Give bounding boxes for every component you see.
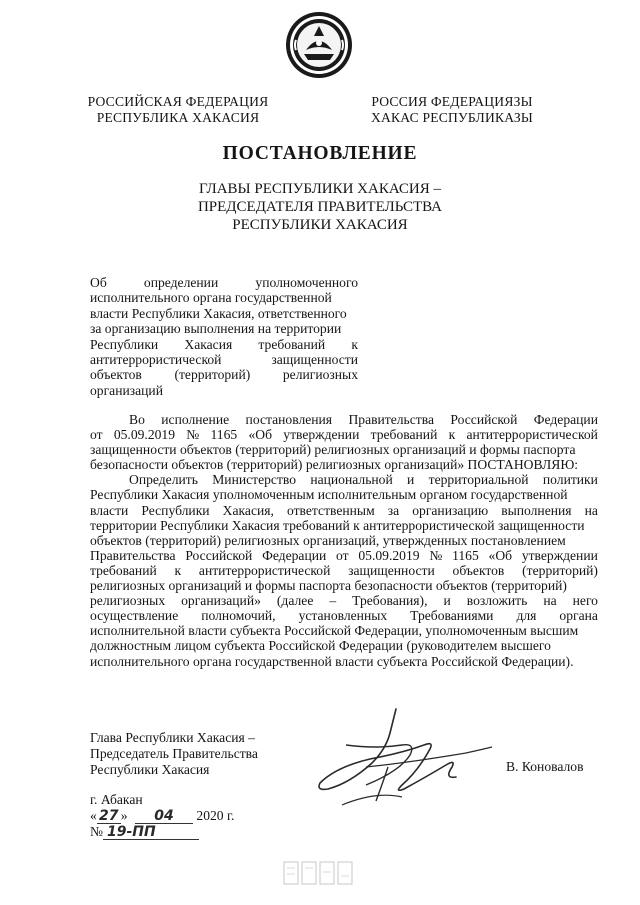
header-right-line2: ХАКАС РЕСПУБЛИКАЗЫ <box>371 110 533 125</box>
word: территориальной <box>428 472 529 488</box>
date-day: 27 <box>97 809 121 824</box>
body-line <box>90 578 598 593</box>
word: исполнение <box>161 412 230 427</box>
word: Федерации <box>533 412 598 427</box>
word: 1165 <box>452 547 479 563</box>
body-line <box>90 442 598 457</box>
body-line <box>90 472 598 487</box>
coat-of-arms-icon <box>284 10 354 80</box>
word: полномочий, <box>201 608 276 624</box>
word: Правительства <box>348 412 434 427</box>
header-right-line1: РОССИЯ ФЕДЕРАЦИЯЗЫ <box>371 94 533 109</box>
word: объектов <box>452 562 505 578</box>
number-line <box>90 824 199 840</box>
document-title: ПОСТАНОВЛЕНИЕ <box>222 143 418 164</box>
body-line <box>90 427 598 442</box>
word: (территорий) <box>174 367 251 383</box>
word: 05.09.2019 <box>358 547 420 563</box>
word: и <box>407 472 415 488</box>
body-line <box>90 608 598 623</box>
faint-stamp-icon <box>282 858 354 888</box>
number-prefix: № <box>90 824 103 839</box>
word: антитеррористической <box>198 562 331 578</box>
handwritten-signature <box>306 705 496 815</box>
word: к <box>174 562 182 578</box>
word: защищенности объектов (территорий) религиозных организаций и формы паспорта <box>90 442 576 458</box>
word: на <box>543 593 557 609</box>
subtitle-line3: РЕСПУБЛИКИ ХАКАСИЯ <box>232 217 408 233</box>
word: Хакасия <box>184 336 233 352</box>
signature-title-line3: Республики Хакасия <box>90 762 210 777</box>
word: исполнительной власти субъекта Российской Федерации, уполномоченным высшим <box>90 623 579 639</box>
header-left-line1: РОССИЙСКАЯ ФЕДЕРАЦИЯ <box>87 94 269 109</box>
word: Во <box>129 412 145 427</box>
body-line <box>90 563 598 578</box>
word: от <box>90 427 103 443</box>
body-line <box>90 412 598 427</box>
word: защищенности <box>271 352 358 368</box>
word: утверждении <box>283 427 360 443</box>
word: организаций <box>90 382 163 398</box>
word: безопасности объектов (территорий) религиозных организаций» ПОСТАНОВЛЯЮ: <box>90 457 579 473</box>
word: постановления <box>245 412 333 427</box>
word: организаций» <box>181 593 261 609</box>
body-line <box>90 638 598 653</box>
word: установленных <box>298 608 388 624</box>
word: требований <box>90 562 157 578</box>
word: ответственным <box>287 502 375 518</box>
word: должностным лицом субъекта Российской Федерации (руководителем высшего <box>90 638 551 654</box>
word: исполнительного органа государственной власти субъекта Российской Федерации). <box>90 653 574 669</box>
word: организацию <box>412 502 489 518</box>
subject-line <box>90 337 358 352</box>
word: него <box>572 593 598 609</box>
word: возложить <box>466 593 528 609</box>
word: органа <box>559 608 598 624</box>
date-close-quote: » <box>120 808 128 823</box>
subtitle-line2: ПРЕДСЕДАТЕЛЯ ПРАВИТЕЛЬСТВА <box>197 199 443 215</box>
word: Хакасия, <box>222 502 274 518</box>
subject-line <box>90 306 358 321</box>
word: территории Республики Хакасия требований к антитеррористической защищенности <box>90 517 585 533</box>
word: Республики <box>141 502 210 518</box>
body-line <box>90 487 598 502</box>
word: за <box>387 502 400 518</box>
body-line <box>90 518 598 533</box>
signature-title-line2: Председатель Правительства <box>90 746 258 761</box>
word: № <box>429 547 443 563</box>
word: к <box>448 427 456 443</box>
signature-title-line1: Глава Республики Хакасия – <box>90 730 255 745</box>
subtitle-line1: ГЛАВЫ РЕСПУБЛИКИ ХАКАСИЯ – <box>198 181 442 197</box>
body-line <box>90 593 598 608</box>
word: осуществление <box>90 608 179 624</box>
word: на <box>584 502 598 518</box>
word: власти Республики Хакасия, ответственного <box>90 305 347 321</box>
word: Республики Хакасия уполномоченным исполнительным органом государственной <box>90 487 568 503</box>
word: политики <box>542 472 598 488</box>
word: Российской <box>450 412 518 427</box>
word: религиозных <box>282 367 358 383</box>
word: национальной <box>310 472 393 488</box>
word: Требования), <box>352 593 428 609</box>
word: религиозных организаций и формы паспорта безопасности объектов (территорий) <box>90 578 567 594</box>
subject-line <box>90 383 358 398</box>
word: от <box>336 547 349 563</box>
header-right <box>352 94 552 126</box>
word: к <box>351 336 358 352</box>
word: для <box>516 608 537 624</box>
signer-name: В. Коновалов <box>506 759 584 774</box>
word: религиозных <box>90 593 166 609</box>
word: 1165 <box>210 427 238 443</box>
word: определении <box>143 275 219 290</box>
word: № <box>186 427 200 443</box>
word: уполномоченного <box>255 275 358 290</box>
date-open-quote: « <box>90 808 97 823</box>
subject-line <box>90 367 358 382</box>
body-line <box>90 503 598 518</box>
word: Федерации <box>262 547 327 563</box>
word: защищенности <box>348 562 435 578</box>
body-line <box>90 548 598 563</box>
header-left-line2: РЕСПУБЛИКА ХАКАСИЯ <box>96 110 260 125</box>
subject-line <box>90 352 358 367</box>
word: 05.09.2019 <box>113 427 175 443</box>
body-line <box>90 533 598 548</box>
word: Об <box>90 275 107 290</box>
document-subject <box>90 275 358 398</box>
word: исполнительного органа государственной <box>90 290 332 306</box>
subject-line <box>90 290 358 305</box>
document-subtitle <box>0 180 640 234</box>
word: объектов <box>90 367 142 383</box>
word: утверждении <box>521 547 598 563</box>
signature-block <box>90 730 258 778</box>
word: выполнения <box>501 502 572 518</box>
body-line <box>90 654 598 669</box>
word: объектов (территорий) религиозных организаций, утвержденных постановлением <box>90 532 566 548</box>
word: Российской <box>185 547 253 563</box>
word: антитеррористической <box>90 352 222 368</box>
word: требований <box>258 336 326 352</box>
word: Республики <box>90 336 159 352</box>
word: (далее <box>276 593 314 609</box>
date-line <box>90 808 234 824</box>
word: Определить <box>129 472 198 488</box>
header-left <box>78 94 278 126</box>
word: Правительства <box>90 547 176 563</box>
word: и <box>443 593 451 609</box>
word: требований <box>370 427 438 443</box>
body-line <box>90 623 598 638</box>
document-body <box>90 412 598 669</box>
word: «Об <box>248 427 272 443</box>
date-month: 04 <box>135 809 193 824</box>
word: Министерство <box>212 472 297 488</box>
word: Требованиями <box>410 608 494 624</box>
body-line <box>90 457 598 472</box>
subject-line <box>90 275 358 290</box>
subject-line <box>90 321 358 336</box>
word: за организацию выполнения на территории <box>90 321 342 337</box>
date-year: 2020 г. <box>196 808 235 823</box>
word: власти <box>90 502 129 518</box>
word: (территорий) <box>522 562 598 578</box>
word: «Об <box>488 547 513 563</box>
place: г. Абакан <box>90 792 143 807</box>
word: – <box>329 593 337 609</box>
word: антитеррористической <box>466 427 598 443</box>
number-value: 19-ПП <box>103 825 199 840</box>
